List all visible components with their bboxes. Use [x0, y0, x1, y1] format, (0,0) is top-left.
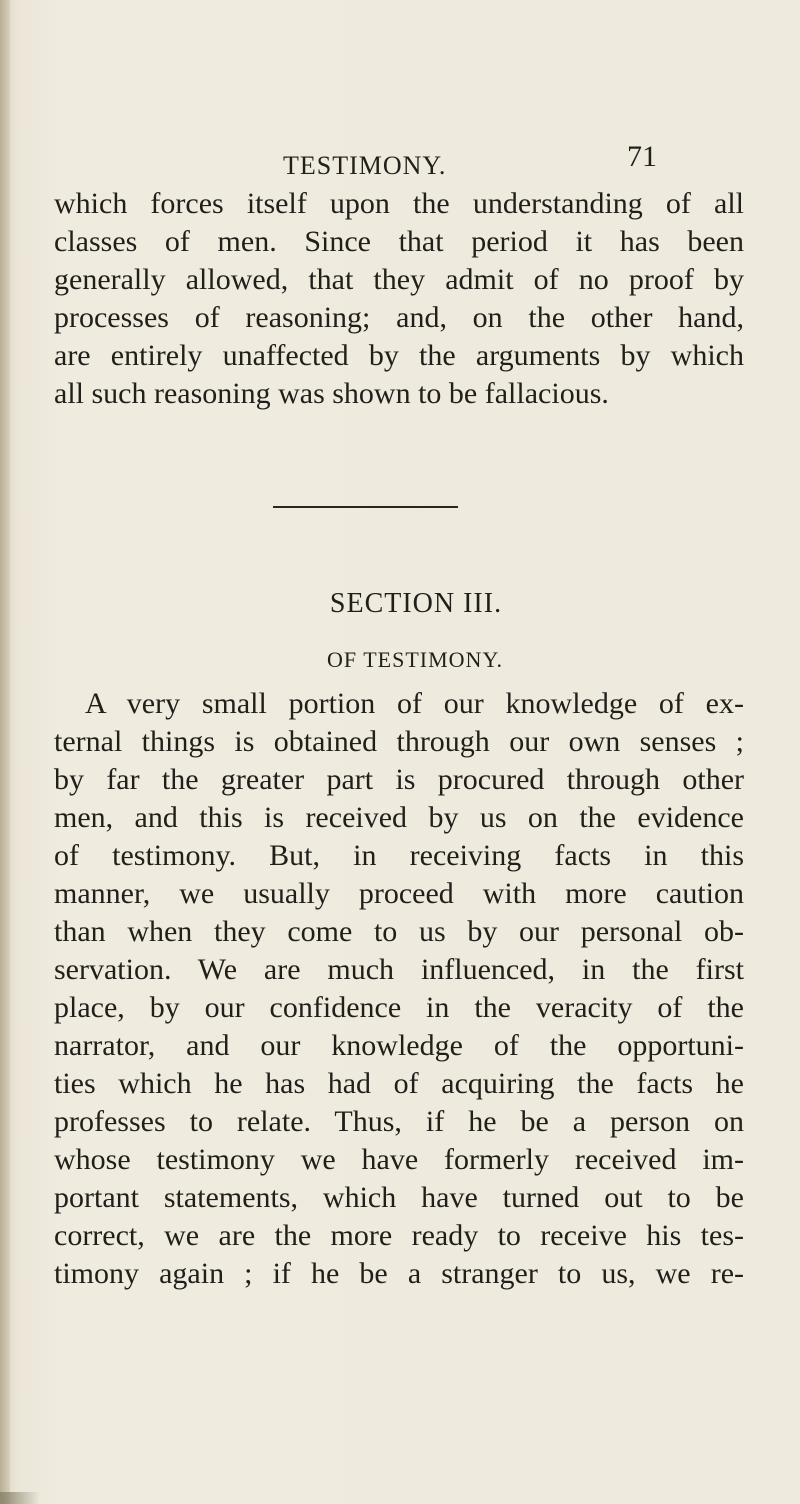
paragraph-line: classes of men. Since that period it has been [54, 225, 744, 258]
paragraph-line: portant statements, which have turned out to be [54, 1181, 744, 1214]
paragraph-line: men, and this is received by us on the evidence [54, 801, 744, 834]
paragraph-line: servation. We are much influenced, in the first [54, 953, 744, 986]
paragraph-line: A very small portion of our knowledge of ex- [85, 687, 744, 720]
paragraph-line: processes of reasoning; and, on the other hand, [54, 301, 744, 334]
section-subtitle: OF TESTIMONY. [327, 647, 503, 672]
paragraph-line: ties which he has had of acquiring the facts he [54, 1067, 744, 1100]
section-divider [273, 506, 458, 508]
running-head [0, 140, 800, 184]
paragraph-line: manner, we usually proceed with more caution [54, 877, 744, 910]
paragraph-line: by far the greater part is procured through other [54, 763, 744, 796]
section-heading: SECTION III. [329, 588, 503, 619]
paragraph-line: narrator, and our knowledge of the opportuni- [54, 1029, 744, 1062]
page-corner-shadow [0, 1492, 40, 1504]
testimony-paragraph [54, 685, 744, 1293]
paragraph-line: ternal things is obtained through our own senses ; [54, 725, 744, 758]
paragraph-line: are entirely unaffected by the arguments by which [54, 339, 744, 372]
paragraph-line: all such reasoning was shown to be fallacious. [54, 377, 609, 410]
continued-paragraph [54, 185, 744, 413]
paragraph-line: whose testimony we have formerly received im- [54, 1143, 744, 1176]
running-title: TESTIMONY. [283, 151, 447, 180]
page-number: 71 [627, 140, 657, 173]
paragraph-line: than when they come to us by our personal ob- [54, 915, 744, 948]
page-binding-edge [0, 0, 10, 1504]
paragraph-line: professes to relate. Thus, if he be a person on [54, 1105, 744, 1138]
paragraph-line: which forces itself upon the understanding of all [54, 187, 744, 220]
paragraph-line: timony again ; if he be a stranger to us, we re- [54, 1257, 744, 1290]
paragraph-line: generally allowed, that they admit of no proof by [54, 263, 744, 296]
paragraph-line: correct, we are the more ready to receive his tes- [54, 1219, 744, 1252]
paragraph-line: of testimony. But, in receiving facts in this [54, 839, 744, 872]
paragraph-line: place, by our confidence in the veracity of the [54, 991, 744, 1024]
